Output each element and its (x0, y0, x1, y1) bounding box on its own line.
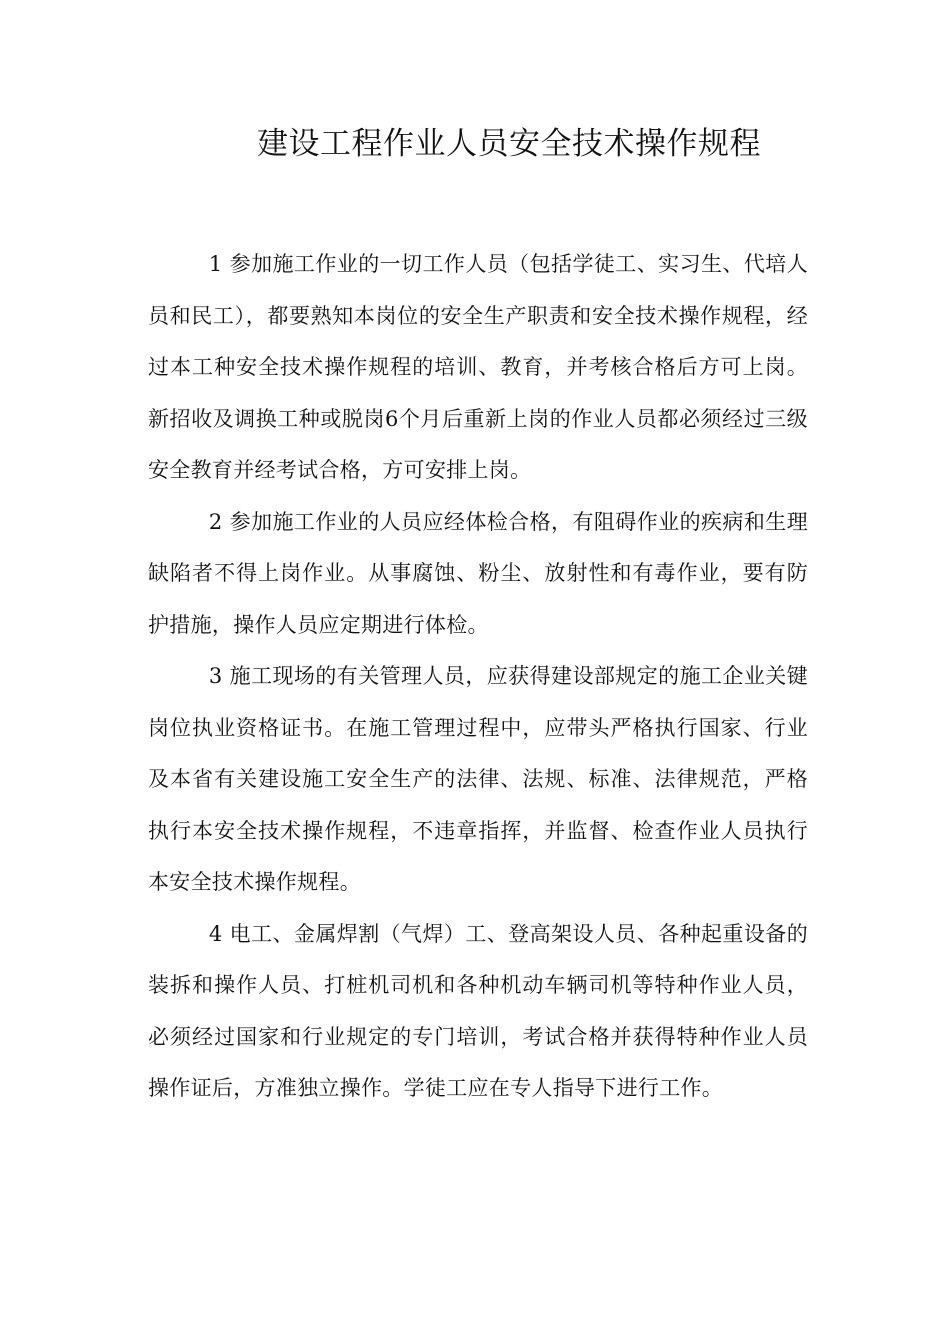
document-title: 建设工程作业人员安全技术操作规程 (257, 126, 761, 162)
paragraph-1: 1 参加施工作业的一切工作人员（包括学徒工、实习生、代培人员和民工），都要熟知本岗位的安全生产职责和安全技术操作规程，经过本工种安全技术操作规程的培训、教育，并考核合格后方可上岗。新招收及调换工种或脱岗6个月后重新上岗的作业人员都必须经过三级安全教育并经考试合格，方可安排上岗。 (148, 252, 808, 482)
document-body (148, 239, 808, 1115)
paragraph-2: 2 参加施工作业的人员应经体检合格，有阻碍作业的疾病和生理缺陷者不得上岗作业。从事腐蚀、粉尘、放射性和有毒作业，要有防护措施，操作人员应定期进行体检。 (148, 509, 808, 637)
paragraph-4: 4 电工、金属焊割（气焊）工、登高架设人员、各种起重设备的装拆和操作人员、打桩机司机和各种机动车辆司机等特种作业人员，必须经过国家和行业规定的专门培训，考试合格并获得特种作业人员操作证后，方准独立操作。学徒工应在专人指导下进行工作。 (148, 921, 808, 1100)
paragraph-3: 3 施工现场的有关管理人员，应获得建设部规定的施工企业关键岗位执业资格证书。在施工管理过程中，应带头严格执行国家、行业及本省有关建设施工安全生产的法律、法规、标准、法律规范，严格执行本安全技术操作规程，不违章指挥，并监督、检查作业人员执行本安全技术操作规程。 (148, 664, 808, 894)
